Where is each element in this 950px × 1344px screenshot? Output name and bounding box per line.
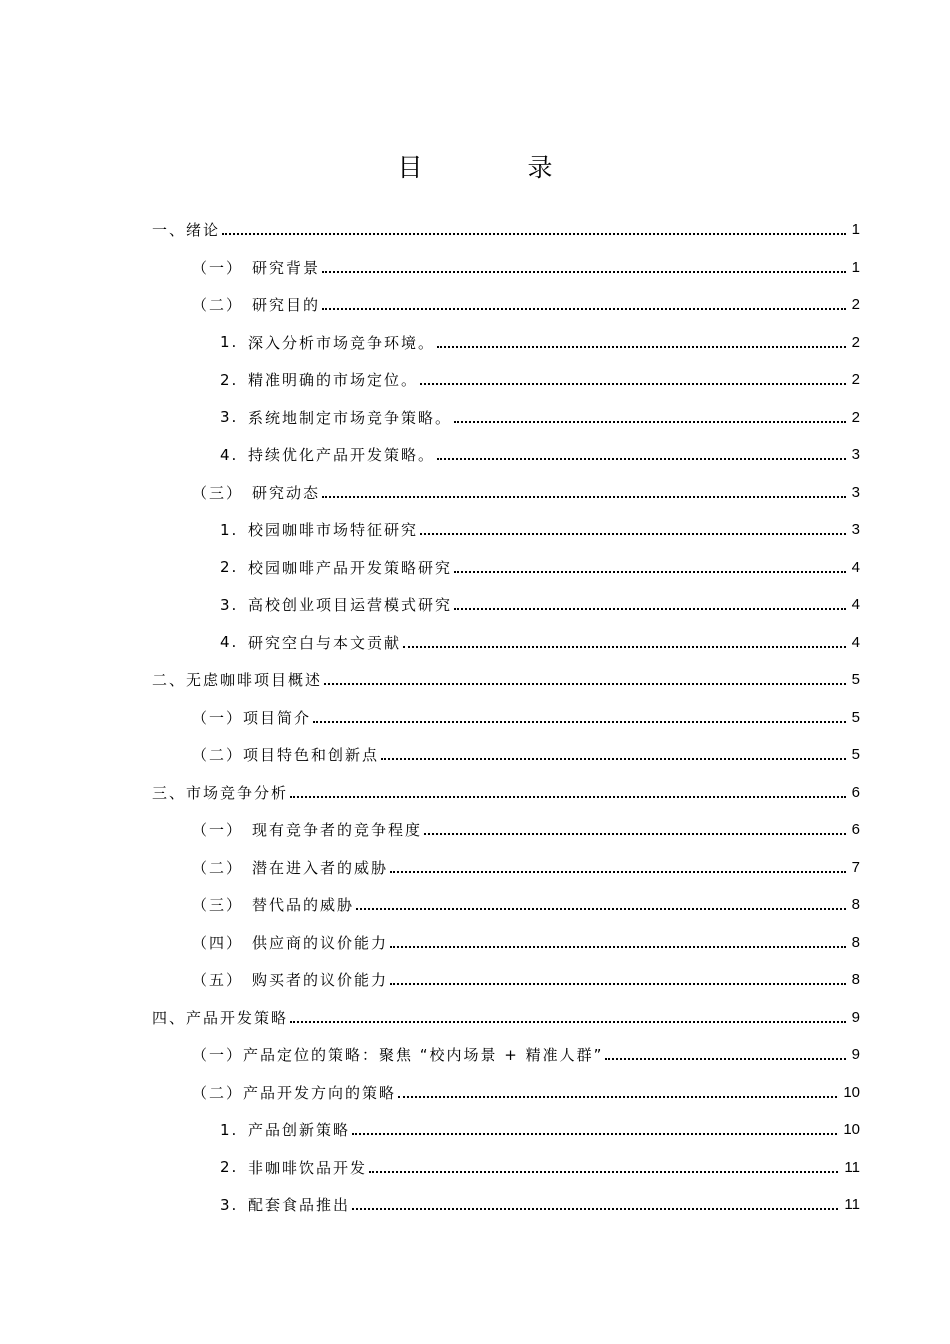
toc-entry-page-number: 7 <box>851 858 860 876</box>
toc-entry[interactable] <box>152 661 860 699</box>
toc-entry-page-number: 4 <box>851 633 860 651</box>
toc-entry-label: （一）项目简介 <box>192 708 312 727</box>
toc-entry[interactable] <box>152 1074 860 1112</box>
toc-entry-label: 深入分析市场竞争环境。 <box>248 333 436 352</box>
toc-entry-page-number: 8 <box>851 971 860 989</box>
toc-entry-number: （三） <box>192 483 244 502</box>
toc-entry-label: （二）项目特色和创新点 <box>192 746 380 765</box>
toc-dot-leader <box>390 870 846 873</box>
table-of-contents <box>152 211 860 1224</box>
toc-entry[interactable] <box>152 436 860 474</box>
toc-entry-label: （二）产品开发方向的策略 <box>192 1083 397 1102</box>
toc-entry-label: 三、市场竞争分析 <box>152 783 289 802</box>
toc-entry-number: 3. <box>220 408 239 427</box>
toc-dot-leader <box>369 1170 838 1173</box>
toc-entry[interactable] <box>152 924 860 962</box>
toc-entry-label: 精准明确的市场定位。 <box>248 371 419 390</box>
toc-entry-label: 潜在进入者的威胁 <box>252 858 389 877</box>
toc-entry[interactable] <box>152 1186 860 1224</box>
toc-entry-number: （五） <box>192 971 244 990</box>
toc-entry-label: 供应商的议价能力 <box>252 933 389 952</box>
toc-entry[interactable] <box>152 811 860 849</box>
toc-entry-number: 3. <box>220 1195 239 1214</box>
toc-entry[interactable] <box>152 624 860 662</box>
toc-entry-label: 高校创业项目运营模式研究 <box>248 596 453 615</box>
toc-entry[interactable] <box>152 1036 860 1074</box>
toc-entry-page-number: 5 <box>851 746 860 764</box>
toc-entry[interactable] <box>152 886 860 924</box>
toc-dot-leader <box>390 945 846 948</box>
toc-entry-page-number: 2 <box>851 296 860 314</box>
toc-entry-page-number: 9 <box>851 1046 860 1064</box>
toc-entry-number: 1. <box>220 1120 239 1139</box>
toc-entry-page-number: 6 <box>851 783 860 801</box>
toc-entry-page-number: 2 <box>851 333 860 351</box>
toc-entry[interactable] <box>152 736 860 774</box>
toc-entry-label: 一、绪论 <box>152 221 221 240</box>
toc-entry-label: 研究空白与本文贡献 <box>248 633 402 652</box>
toc-entry-page-number: 5 <box>851 671 860 689</box>
toc-entry[interactable] <box>152 249 860 287</box>
toc-entry-label: 配套食品推出 <box>248 1196 351 1215</box>
toc-entry[interactable] <box>152 849 860 887</box>
toc-entry[interactable] <box>152 474 860 512</box>
toc-entry[interactable] <box>152 549 860 587</box>
toc-entry-page-number: 9 <box>851 1008 860 1026</box>
toc-entry-label: 研究动态 <box>252 483 321 502</box>
toc-entry-label: 现有竞争者的竞争程度 <box>252 821 423 840</box>
toc-dot-leader <box>437 345 846 348</box>
toc-entry[interactable] <box>152 286 860 324</box>
toc-dot-leader <box>290 795 846 798</box>
toc-entry-label: 四、产品开发策略 <box>152 1008 289 1027</box>
toc-dot-leader <box>222 232 846 235</box>
toc-entry[interactable] <box>152 586 860 624</box>
toc-entry-number: （二） <box>192 296 244 315</box>
toc-entry-page-number: 1 <box>851 258 860 276</box>
toc-dot-leader <box>352 1132 837 1135</box>
toc-dot-leader <box>390 982 846 985</box>
toc-dot-leader <box>352 1207 838 1210</box>
toc-entry-page-number: 3 <box>851 446 860 464</box>
toc-entry-page-number: 3 <box>851 521 860 539</box>
toc-entry[interactable] <box>152 361 860 399</box>
toc-dot-leader <box>313 720 846 723</box>
toc-entry-page-number: 4 <box>851 558 860 576</box>
toc-entry-page-number: 10 <box>843 1083 860 1101</box>
toc-entry-label: 非咖啡饮品开发 <box>248 1158 368 1177</box>
toc-dot-leader <box>420 532 846 535</box>
toc-entry-number: （二） <box>192 858 244 877</box>
toc-entry-label: 持续优化产品开发策略。 <box>248 446 436 465</box>
toc-entry[interactable] <box>152 961 860 999</box>
toc-entry-page-number: 1 <box>851 221 860 239</box>
toc-entry-page-number: 11 <box>844 1158 860 1176</box>
toc-dot-leader <box>424 832 846 835</box>
toc-entry-label: 研究背景 <box>252 258 321 277</box>
toc-dot-leader <box>403 645 846 648</box>
toc-entry[interactable] <box>152 999 860 1037</box>
toc-dot-leader <box>324 682 846 685</box>
toc-entry-label: （一）产品定位的策略：聚焦 “校内场景 + 精准人群” <box>192 1046 604 1065</box>
toc-entry-page-number: 5 <box>851 708 860 726</box>
toc-entry-number: 1. <box>220 333 239 352</box>
toc-entry-number: （三） <box>192 896 244 915</box>
toc-entry-number: 2. <box>220 558 239 577</box>
toc-dot-leader <box>437 457 846 460</box>
toc-dot-leader <box>381 757 846 760</box>
toc-entry-page-number: 4 <box>851 596 860 614</box>
toc-dot-leader <box>454 607 846 610</box>
toc-entry-page-number: 3 <box>851 483 860 501</box>
toc-entry-label: 产品创新策略 <box>248 1121 351 1140</box>
toc-entry-number: 4. <box>220 445 239 464</box>
toc-entry-number: （一） <box>192 258 244 277</box>
toc-entry-page-number: 2 <box>851 408 860 426</box>
toc-entry[interactable] <box>152 699 860 737</box>
toc-dot-leader <box>398 1095 837 1098</box>
toc-entry-label: 购买者的议价能力 <box>252 971 389 990</box>
toc-entry-page-number: 10 <box>843 1121 860 1139</box>
toc-entry-label: 二、无虑咖啡项目概述 <box>152 671 323 690</box>
toc-dot-leader <box>322 495 846 498</box>
page-title: 目 录 <box>397 153 593 182</box>
toc-entry-page-number: 8 <box>851 933 860 951</box>
toc-entry-number: （四） <box>192 933 244 952</box>
toc-entry-page-number: 8 <box>851 896 860 914</box>
toc-entry-label: 系统地制定市场竞争策略。 <box>248 408 453 427</box>
toc-dot-leader <box>605 1057 845 1060</box>
toc-entry-label: 校园咖啡产品开发策略研究 <box>248 558 453 577</box>
toc-entry[interactable] <box>152 211 860 249</box>
toc-entry[interactable] <box>152 1149 860 1187</box>
toc-entry-page-number: 11 <box>844 1196 860 1214</box>
toc-dot-leader <box>322 270 846 273</box>
toc-entry-number: （一） <box>192 821 244 840</box>
toc-entry-number: 2. <box>220 1158 239 1177</box>
toc-dot-leader <box>454 420 846 423</box>
toc-dot-leader <box>454 570 846 573</box>
toc-entry-number: 3. <box>220 595 239 614</box>
toc-dot-leader <box>420 382 846 385</box>
toc-entry-label: 研究目的 <box>252 296 321 315</box>
toc-entry[interactable] <box>152 399 860 437</box>
toc-entry-number: 2. <box>220 370 239 389</box>
toc-entry-number: 4. <box>220 633 239 652</box>
toc-dot-leader <box>356 907 846 910</box>
toc-entry[interactable] <box>152 511 860 549</box>
toc-dot-leader <box>322 307 846 310</box>
toc-dot-leader <box>290 1020 846 1023</box>
toc-entry-number: 1. <box>220 520 239 539</box>
toc-entry-page-number: 2 <box>851 371 860 389</box>
toc-entry-label: 替代品的威胁 <box>252 896 355 915</box>
toc-entry-label: 校园咖啡市场特征研究 <box>248 521 419 540</box>
toc-entry[interactable] <box>152 774 860 812</box>
toc-entry-page-number: 6 <box>851 821 860 839</box>
toc-entry[interactable] <box>152 1111 860 1149</box>
toc-entry[interactable] <box>152 324 860 362</box>
